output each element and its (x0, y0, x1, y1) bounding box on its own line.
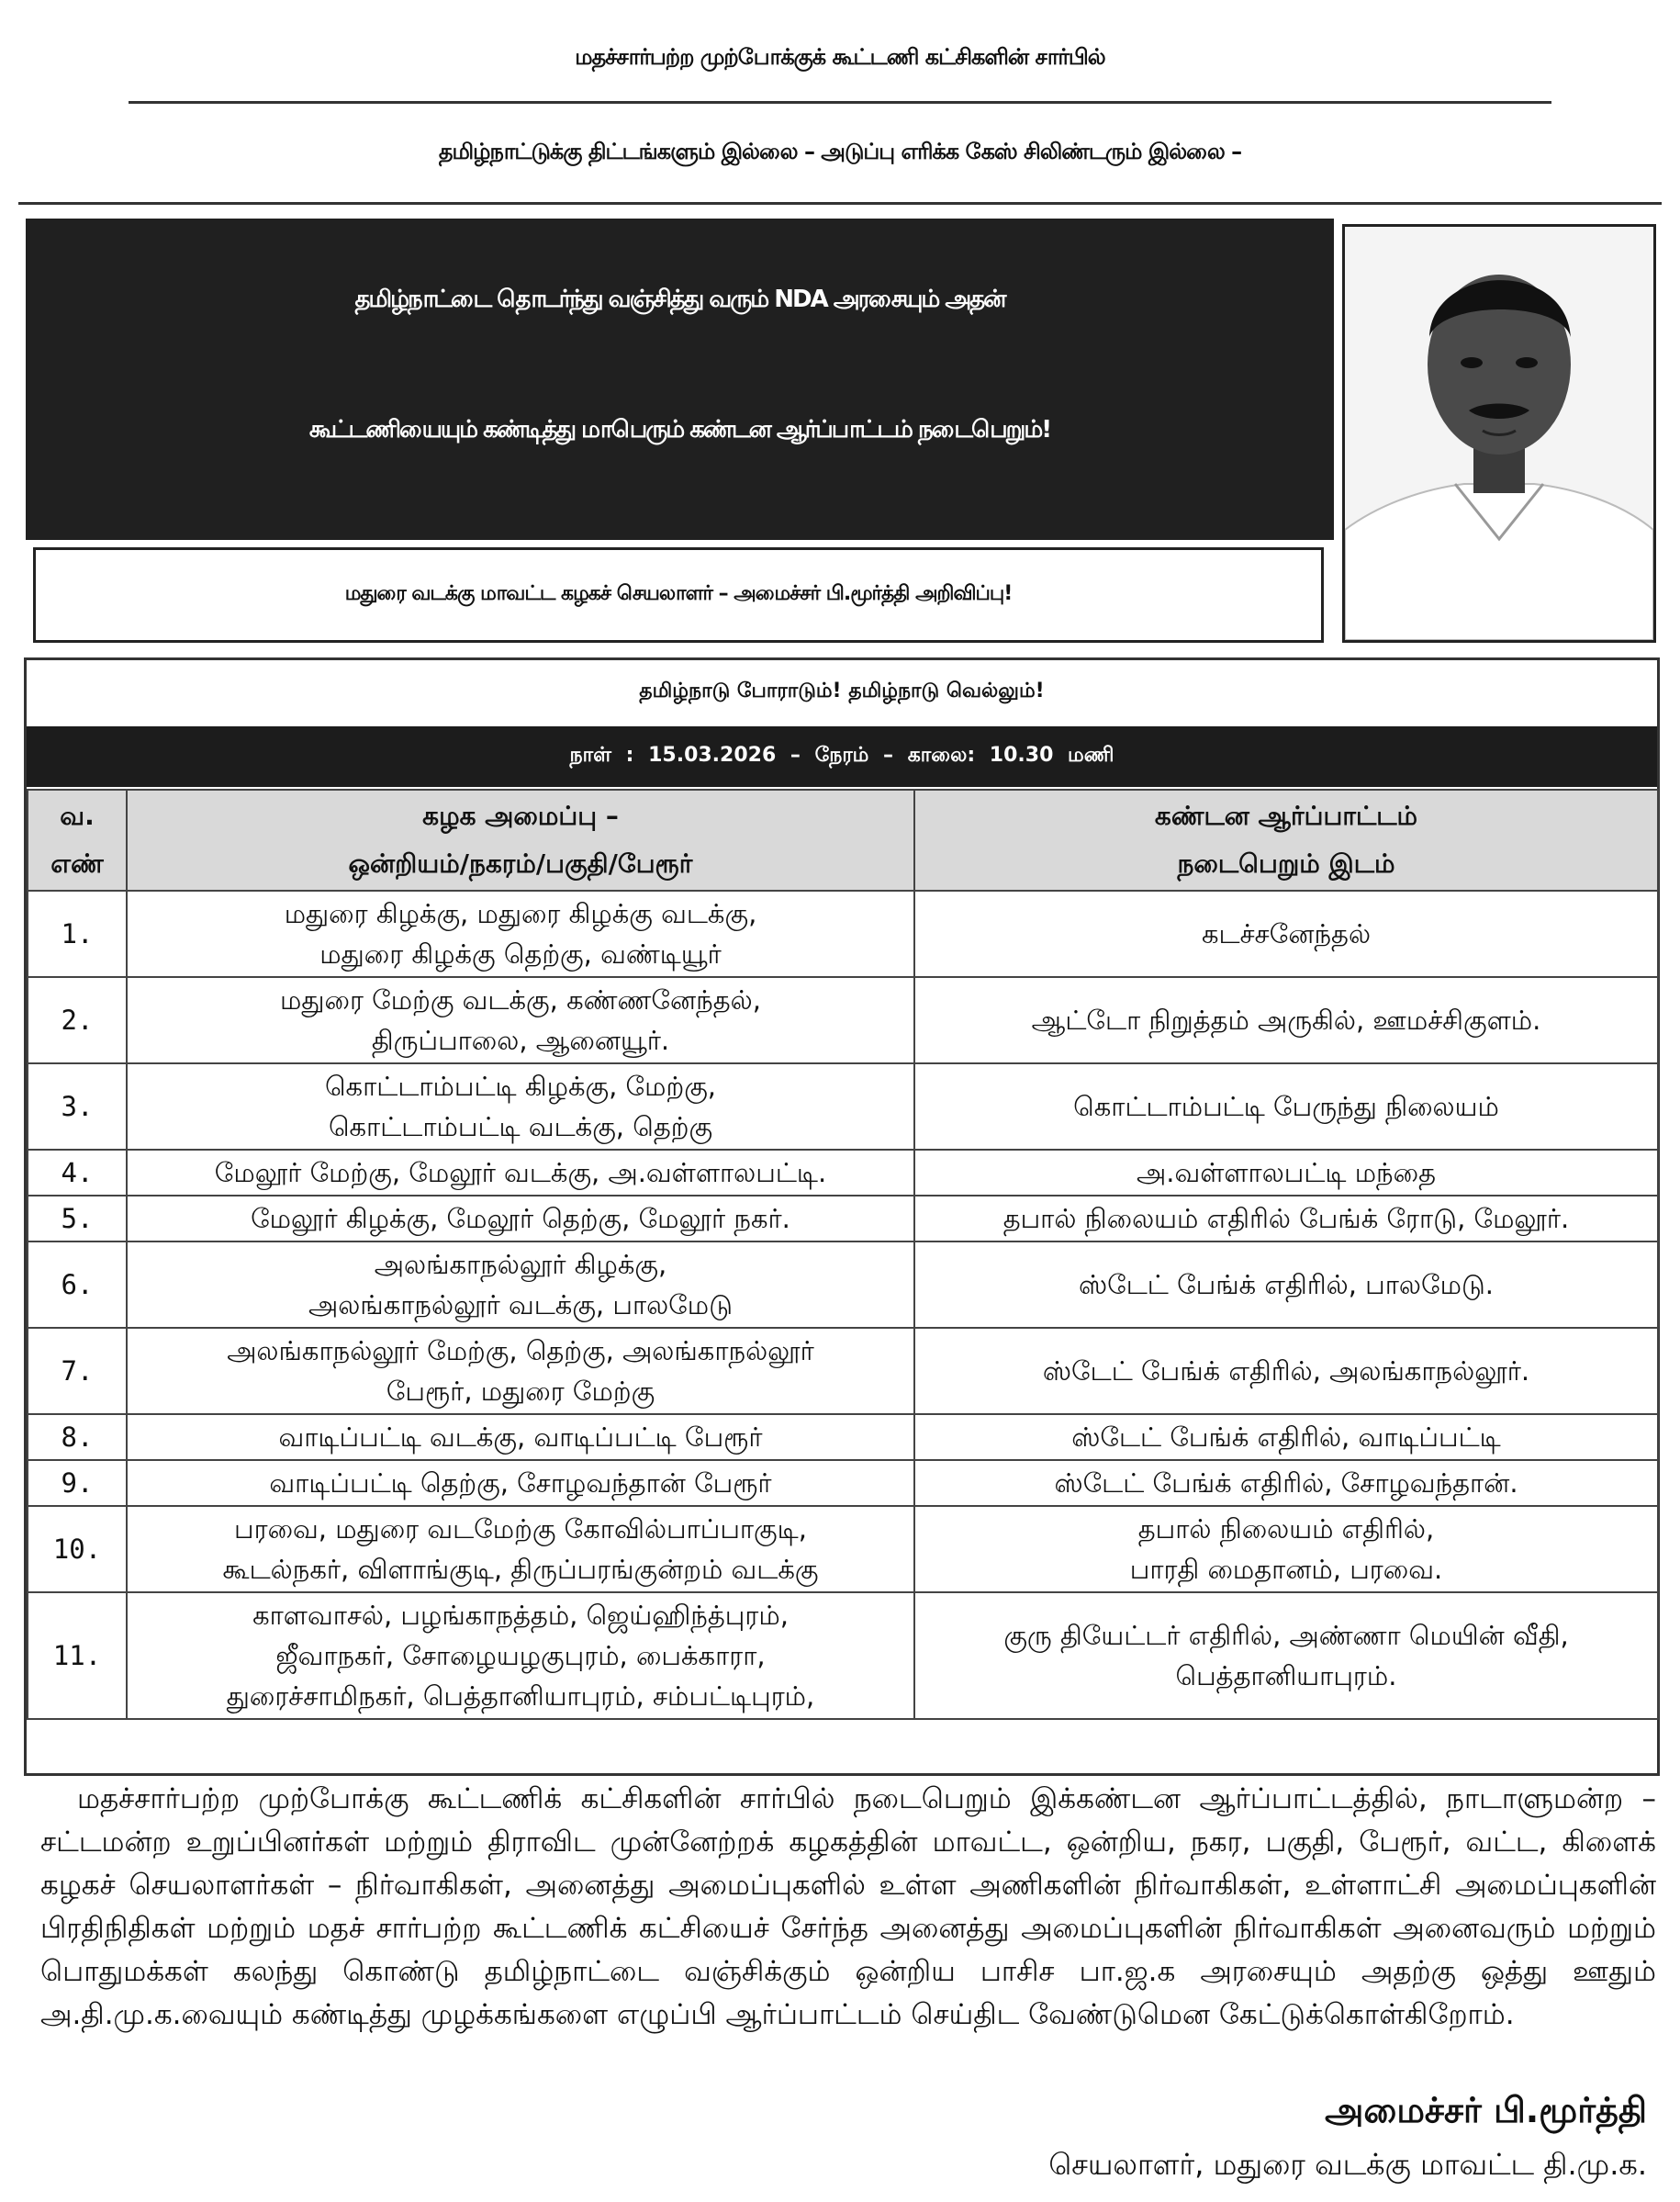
header-line-1: மதச்சார்பற்ற முற்போக்குக் கூட்டணி கட்சிகளின் சார்பில் (575, 44, 1105, 70)
organization-line: வாடிப்பட்டி தெற்கு, சோழவந்தான் பேரூர் (269, 1467, 772, 1499)
venue-line: குரு தியேட்டர் எதிரில், அண்ணா மெயின் வீதி, (1003, 1620, 1569, 1651)
row-number: 8. (28, 1414, 127, 1460)
venue-line: ஸ்டேட் பேங்க் எதிரில், பாலமேடு. (1078, 1269, 1495, 1300)
row-venue (914, 1328, 1658, 1414)
organization-line: அலங்காநல்லூர் வடக்கு, பாலமேடு (308, 1289, 733, 1320)
table-row (28, 1328, 1658, 1414)
row-venue (914, 1506, 1658, 1592)
organization-line: அலங்காநல்லூர் மேற்கு, தெற்கு, அலங்காநல்லூர் (227, 1335, 814, 1366)
venue-line: பாரதி மைதானம், பரவை. (1129, 1554, 1443, 1585)
row-organization (127, 1592, 914, 1719)
table-row (28, 891, 1658, 977)
row-number: 5. (28, 1196, 127, 1241)
row-organization (127, 1328, 914, 1414)
header-organization: கழக அமைப்பு – ஒன்றியம்/நகரம்/பகுதி/பேரூர் (127, 790, 914, 891)
row-number: 10. (28, 1506, 127, 1592)
slogan: தமிழ்நாடு போராடும்! தமிழ்நாடு வெல்லும்! (639, 680, 1045, 702)
signatory-name: அமைச்சர் பி.மூர்த்தி (1325, 2090, 1647, 2130)
organization-line: திருப்பாலை, ஆனையூர். (371, 1025, 670, 1056)
row-number: 9. (28, 1460, 127, 1506)
venue-line: ஆட்டோ நிறுத்தம் அருகில், ஊமச்சிகுளம். (1031, 1005, 1541, 1036)
headline-banner (26, 219, 1334, 540)
organization-line: பேரூர், மதுரை மேற்கு (386, 1376, 655, 1407)
table-row (28, 1241, 1658, 1328)
organization-line: மேலூர் கிழக்கு, மேலூர் தெற்கு, மேலூர் நகர். (251, 1203, 790, 1234)
organization-line: மதுரை கிழக்கு தெற்கு, வண்டியூர் (319, 938, 722, 970)
table-row (28, 977, 1658, 1063)
row-venue (914, 977, 1658, 1063)
row-venue (914, 891, 1658, 977)
row-organization (127, 1460, 914, 1506)
header-venue: கண்டன ஆர்ப்பாட்டம் நடைபெறும் இடம் (914, 790, 1658, 891)
row-organization (127, 1196, 914, 1241)
row-number: 4. (28, 1150, 127, 1196)
organization-line: பரவை, மதுரை வடமேற்கு கோவில்பாப்பாகுடி, (234, 1513, 807, 1545)
row-organization (127, 891, 914, 977)
venue-line: ஸ்டேட் பேங்க் எதிரில், அலங்காநல்லூர். (1042, 1355, 1530, 1387)
organization-line: காளவாசல், பழங்காநத்தம், ஜெய்ஹிந்த்புரம், (252, 1600, 789, 1631)
appeal-paragraph: மதச்சார்பற்ற முற்போக்கு கூட்டணிக் கட்சிகளின் சார்பில் நடைபெறும் இக்கண்டன ஆர்ப்பாட்டத்தில், நாடாளுமன்ற – சட்டமன்ற உறுப்பினர்கள் மற்றும் திராவிட முன்னேற்றக் கழகத்தின் மாவட்ட, ஒன்றிய, நகர, பகுதி, பேரூர், வட்ட, கிளைக் கழகச் செயலாளர்கள் – நிர்வாகிகள், அனைத்து அமைப்புகளில் உள்ள அணிகளின் நிர்வாகிகள், உள்ளாட்சி அமைப்புகளின் பிரதிநிதிகள் மற்றும் மதச் சார்பற்ற கூட்டணிக் கட்சியைச் சேர்ந்த அனைத்து அமைப்புகளின் நிர்வாகிகள் அனைவரும் மற்றும் பொதுமக்கள் கலந்து கொண்டு தமிழ்நாட்டை வஞ்சிக்கும் ஒன்றிய பாசிச பா.ஜ.க அரசையும் அதற்கு ஒத்து ஊதும் அ.தி.மு.க.வையும் கண்டித்து முழக்கங்களை எழுப்பி ஆர்ப்பாட்டம் செய்திட வேண்டுமென கேட்டுக்கொள்கிறோம். (40, 1782, 1656, 2031)
row-number: 7. (28, 1328, 127, 1414)
table-row (28, 1063, 1658, 1150)
table-row (28, 1506, 1658, 1592)
organization-line: மேலூர் மேற்கு, மேலூர் வடக்கு, அ.வள்ளாலபட்டி. (214, 1157, 827, 1188)
announcement-box: மதுரை வடக்கு மாவட்ட கழகச் செயலாளர் – அமைச்சர் பி.மூர்த்தி அறிவிப்பு! (33, 547, 1324, 643)
organization-line: துரைச்சாமிநகர், பெத்தானியாபுரம், சம்பட்டிபுரம், (226, 1680, 815, 1712)
venue-line: ஸ்டேட் பேங்க் எதிரில், வாடிப்பட்டி (1071, 1421, 1501, 1453)
organization-line: கொட்டாம்பட்டி கிழக்கு, மேற்கு, (324, 1071, 717, 1102)
row-organization (127, 1063, 914, 1150)
row-organization (127, 1241, 914, 1328)
row-organization (127, 1506, 914, 1592)
portrait-illustration (1345, 227, 1653, 640)
venue-line: கடச்சனேந்தல் (1201, 918, 1372, 949)
table-row (28, 1196, 1658, 1241)
organization-line: கூடல்நகர், விளாங்குடி, திருப்பரங்குன்றம் வடக்கு (222, 1554, 819, 1585)
header-line-2: தமிழ்நாட்டுக்கு திட்டங்களும் இல்லை – அடுப்பு எரிக்க கேஸ் சிலிண்டரும் இல்லை – (438, 139, 1242, 164)
venue-line: அ.வள்ளாலபட்டி மந்தை (1137, 1157, 1436, 1188)
header-divider-2 (18, 202, 1662, 205)
headline-line-2: கூட்டணியையும் கண்டித்து மாபெரும் கண்டன ஆர்ப்பாட்டம் நடைபெறும்! (308, 416, 1051, 444)
signatory-role: செயலாளர், மதுரை வடக்கு மாவட்ட தி.மு.க. (1048, 2147, 1647, 2182)
venue-table (27, 789, 1659, 1720)
header-serial: வ. எண் (28, 790, 127, 891)
row-organization (127, 977, 914, 1063)
venue-line: தபால் நிலையம் எதிரில், (1137, 1513, 1435, 1545)
row-organization (127, 1150, 914, 1196)
organization-line: கொட்டாம்பட்டி வடக்கு, தெற்கு (328, 1111, 713, 1142)
row-venue (914, 1196, 1658, 1241)
row-number: 6. (28, 1241, 127, 1328)
row-venue (914, 1460, 1658, 1506)
date-time-bar: நாள் : 15.03.2026 – நேரம் – காலை: 10.30 மணி (27, 726, 1657, 787)
portrait-photo (1342, 224, 1656, 643)
row-number: 2. (28, 977, 127, 1063)
row-number: 1. (28, 891, 127, 977)
row-venue (914, 1414, 1658, 1460)
organization-line: மதுரை மேற்கு வடக்கு, கண்ணனேந்தல், (280, 984, 761, 1016)
headline-line-1: தமிழ்நாட்டை தொடர்ந்து வஞ்சித்து வரும் NDA அரசையும் அதன் (354, 286, 1005, 313)
row-venue (914, 1150, 1658, 1196)
row-number: 11. (28, 1592, 127, 1719)
row-venue (914, 1592, 1658, 1719)
row-venue (914, 1063, 1658, 1150)
table-row (28, 1414, 1658, 1460)
organization-line: ஜீவாநகர், சோழையழகுபுரம், பைக்காரா, (275, 1640, 766, 1671)
venue-line: கொட்டாம்பட்டி பேருந்து நிலையம் (1073, 1091, 1499, 1122)
protest-schedule (24, 657, 1660, 1776)
venue-line: ஸ்டேட் பேங்க் எதிரில், சோழவந்தான். (1054, 1467, 1518, 1499)
row-number: 3. (28, 1063, 127, 1150)
table-row (28, 1460, 1658, 1506)
organization-line: மதுரை கிழக்கு, மதுரை கிழக்கு வடக்கு, (284, 898, 757, 929)
table-row (28, 1592, 1658, 1719)
row-organization (127, 1414, 914, 1460)
organization-line: அலங்காநல்லூர் கிழக்கு, (374, 1249, 667, 1280)
organization-line: வாடிப்பட்டி வடக்கு, வாடிப்பட்டி பேரூர் (278, 1421, 763, 1453)
table-row (28, 1150, 1658, 1196)
table-header-row (28, 790, 1658, 891)
venue-line: தபால் நிலையம் எதிரில் பேங்க் ரோடு, மேலூர். (1002, 1203, 1570, 1234)
row-venue (914, 1241, 1658, 1328)
venue-line: பெத்தானியாபுரம். (1175, 1660, 1397, 1691)
header-divider-1 (129, 101, 1551, 104)
